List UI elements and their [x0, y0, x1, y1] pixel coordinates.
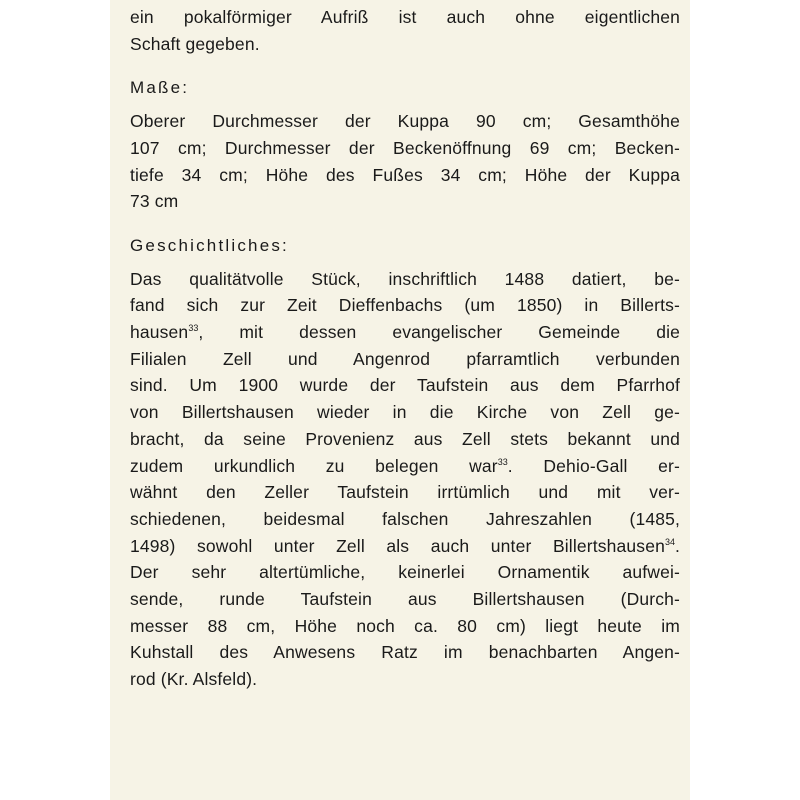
- text-line: Das qualitätvolle Stück, inschriftlich 1488 datiert, be-: [130, 268, 680, 289]
- footnote-marker: 33: [497, 456, 508, 467]
- text-line: 107 cm; Durchmesser der Beckenöffnung 69 cm; Becken-: [130, 137, 680, 158]
- text-line: zudem urkundlich zu belegen war$^{33}$. Dehio-Gall er-: [130, 455, 681, 476]
- footnote-marker: 34: [664, 536, 675, 547]
- text-line: Oberer Durchmesser der Kuppa 90 cm; Gesamthöhe: [130, 111, 680, 132]
- body-text: [130, 4, 680, 693]
- text-line: schiedenen, beidesmal falschen Jahreszahlen (1485,: [130, 508, 680, 529]
- text-line: ein pokalförmiger Aufriß ist auch ohne eigentlichen: [130, 7, 680, 27]
- text-line: sind. Um 1900 wurde der Taufstein aus dem Pfarrhof: [130, 375, 680, 396]
- book-page: [110, 0, 690, 800]
- text-line: tiefe 34 cm; Höhe des Fußes 34 cm; Höhe der Kuppa: [130, 164, 680, 185]
- section-heading-geschichte: Geschichtliches:: [130, 235, 289, 255]
- footnote-marker: 33: [188, 323, 199, 334]
- text-line: Der sehr altertümliche, keinerlei Ornamentik aufwei-: [130, 562, 680, 583]
- text-line: 1498) sowohl unter Zell als auch unter Billertshausen$^{34}$.: [130, 535, 680, 556]
- text-line: wähnt den Zeller Taufstein irrtümlich und mit ver-: [130, 482, 680, 503]
- text-line: rod (Kr. Alsfeld).: [130, 669, 258, 690]
- text-line: fand sich zur Zeit Dieffenbachs (um 1850) in Billerts-: [130, 295, 680, 316]
- text-line: bracht, da seine Provenienz aus Zell stets bekannt und: [130, 428, 680, 449]
- text-line: von Billertshausen wieder in die Kirche von Zell ge-: [130, 402, 680, 423]
- text-line: hausen$^{33}$, mit dessen evangelischer Gemeinde die: [130, 322, 680, 343]
- section-heading-masse: Maße:: [130, 78, 190, 98]
- text-line: Kuhstall des Anwesens Ratz im benachbarten Angen-: [130, 642, 680, 663]
- text-line: sende, runde Taufstein aus Billertshausen (Durch-: [130, 589, 680, 610]
- text-line: 73 cm: [130, 191, 179, 212]
- text-line: Filialen Zell und Angenrod pfarramtlich verbunden: [130, 348, 680, 369]
- text-line: Schaft gegeben.: [130, 33, 260, 54]
- text-line: messer 88 cm, Höhe noch ca. 80 cm) liegt heute im: [130, 615, 680, 636]
